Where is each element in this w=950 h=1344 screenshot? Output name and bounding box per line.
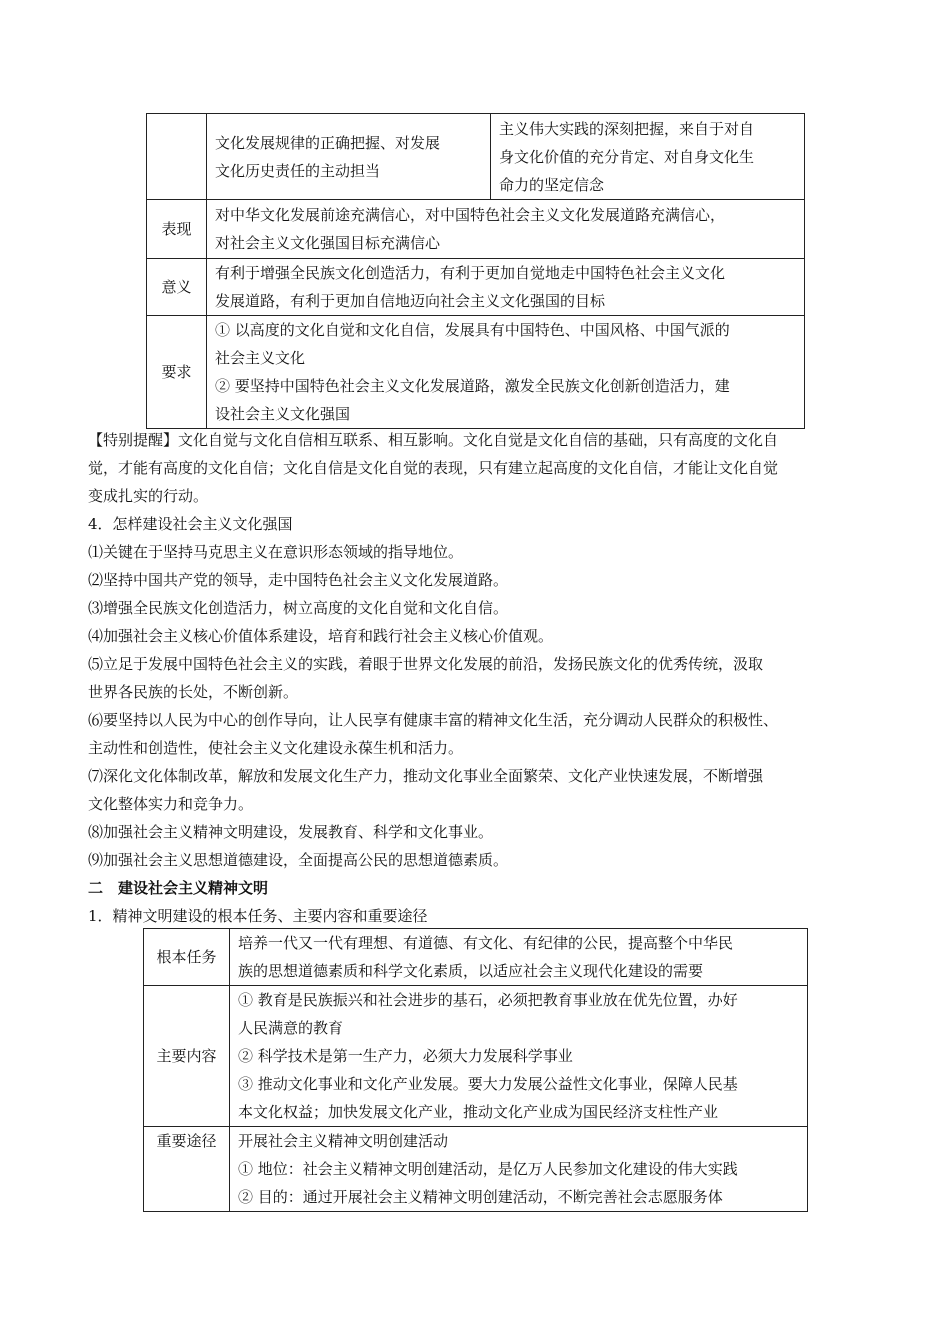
cell-line: 有利于增强全民族文化创造活力，有利于更加自觉地走中国特色社会主义文化 [215,264,726,282]
row-label: 表现 [147,200,207,259]
section-heading: 二 建设社会主义精神文明 [88,879,269,897]
cell-line: 对中华文化发展前途充满信心，对中国特色社会主义文化发展道路充满信心， [215,206,726,224]
list-item-cont: 世界各民族的长处，不断创新。 [88,683,299,701]
row-label: 要求 [147,316,207,429]
table-cell [491,114,805,200]
table-cell [207,114,491,200]
table-row [144,929,808,986]
table-cell [207,259,805,316]
cell-line: 族的思想道德素质和科学文化素质，以适应社会主义现代化建设的需要 [238,962,704,980]
table-row [147,316,805,429]
cell-line: ③ 推动文化事业和文化产业发展。要大力发展公益性文化事业，保障人民基 [238,1075,738,1093]
cell-line: 开展社会主义精神文明创建活动 [238,1132,449,1150]
list-item-cont: 主动性和创造性，使社会主义文化建设永葆生机和活力。 [88,739,464,757]
list-item: ⑵坚持中国共产党的领导，走中国特色社会主义文化发展道路。 [88,571,509,589]
row-label: 主要内容 [144,986,230,1127]
table-row [144,1127,808,1212]
cell-line: 设社会主义文化强国 [215,405,351,423]
table-cell-empty [147,114,207,200]
list-item: ⑺深化文化体制改革，解放和发展文化生产力，推动文化事业全面繁荣、文化产业快速发展，不断增强 [88,767,764,785]
list-item: ⑸立足于发展中国特色社会主义的实践，着眼于世界文化发展的前沿，发扬民族文化的优秀传统，汲取 [88,655,764,673]
table-row [144,986,808,1127]
table-cell [230,929,808,986]
cell-line: 身文化价值的充分肯定、对自身文化生 [499,147,755,166]
cell-line: ② 科学技术是第一生产力，必须大力发展科学事业 [238,1047,573,1065]
cell-line: 发展道路，有利于更加自信地迈向社会主义文化强国的目标 [215,292,606,310]
cell-line: ① 教育是民族振兴和社会进步的基石，必须把教育事业放在优先位置，办好 [238,991,738,1009]
row-label: 重要途径 [144,1127,230,1212]
cell-line: ① 以高度的文化自觉和文化自信，发展具有中国特色、中国风格、中国气派的 [215,321,730,339]
cell-line: ① 地位：社会主义精神文明创建活动，是亿万人民参加文化建设的伟大实践 [238,1160,738,1178]
cell-line: 主义伟大实践的深刻把握，来自于对自 [499,119,755,138]
list-item: ⑼加强社会主义思想道德建设，全面提高公民的思想道德素质。 [88,851,509,869]
cell-line: 对社会主义文化强国目标充满信心 [215,234,441,252]
reminder-line: 觉，才能有高度的文化自信；文化自信是文化自觉的表现，只有建立起高度的文化自信，才能让文化自觉 [88,459,779,477]
row-label: 根本任务 [144,929,230,986]
table-row [147,114,805,200]
spiritual-civilization-table [143,928,808,1212]
list-item: ⑴关键在于坚持马克思主义在意识形态领域的指导地位。 [88,543,464,561]
list-item: ⑹要坚持以人民为中心的创作导向，让人民享有健康丰富的精神文化生活，充分调动人民群众的积极性、 [88,711,779,729]
reminder-line: 变成扎实的行动。 [88,487,209,505]
list-item: ⑶增强全民族文化创造活力，树立高度的文化自觉和文化自信。 [88,599,509,617]
table-row [147,259,805,316]
cell-line: 命力的坚定信念 [499,175,605,194]
list-item: ⑷加强社会主义核心价值体系建设，培育和践行社会主义核心价值观。 [88,627,554,645]
table-cell [230,986,808,1127]
table-cell [207,200,805,259]
table-cell [207,316,805,429]
cell-line: 文化历史责任的主动担当 [215,161,381,180]
section-subtitle: 1．精神文明建设的根本任务、主要内容和重要途径 [88,907,428,925]
list-item: ⑻加强社会主义精神文明建设，发展教育、科学和文化事业。 [88,823,494,841]
body-text [88,426,868,930]
row-label: 意义 [147,259,207,316]
reminder-line: 【特别提醒】文化自觉与文化自信相互联系、相互影响。文化自觉是文化自信的基础，只有高度的文化自 [88,431,779,449]
cell-line: ② 目的：通过开展社会主义精神文明创建活动，不断完善社会志愿服务体 [238,1188,723,1206]
cell-line: ② 要坚持中国特色社会主义文化发展道路，激发全民族文化创新创造活力，建 [215,377,730,395]
table-row [147,200,805,259]
list-item-cont: 文化整体实力和竞争力。 [88,795,254,813]
cell-line: 文化发展规律的正确把握、对发展 [215,133,441,152]
cell-line: 人民满意的教育 [238,1019,344,1037]
cell-line: 本文化权益；加快发展文化产业，推动文化产业成为国民经济支柱性产业 [238,1103,719,1121]
cell-line: 培养一代又一代有理想、有道德、有文化、有纪律的公民，提高整个中华民 [238,934,734,952]
table-cell [230,1127,808,1212]
culture-confidence-table [146,113,805,429]
section-title: 4．怎样建设社会主义文化强国 [88,515,293,533]
cell-line: 社会主义文化 [215,349,306,367]
